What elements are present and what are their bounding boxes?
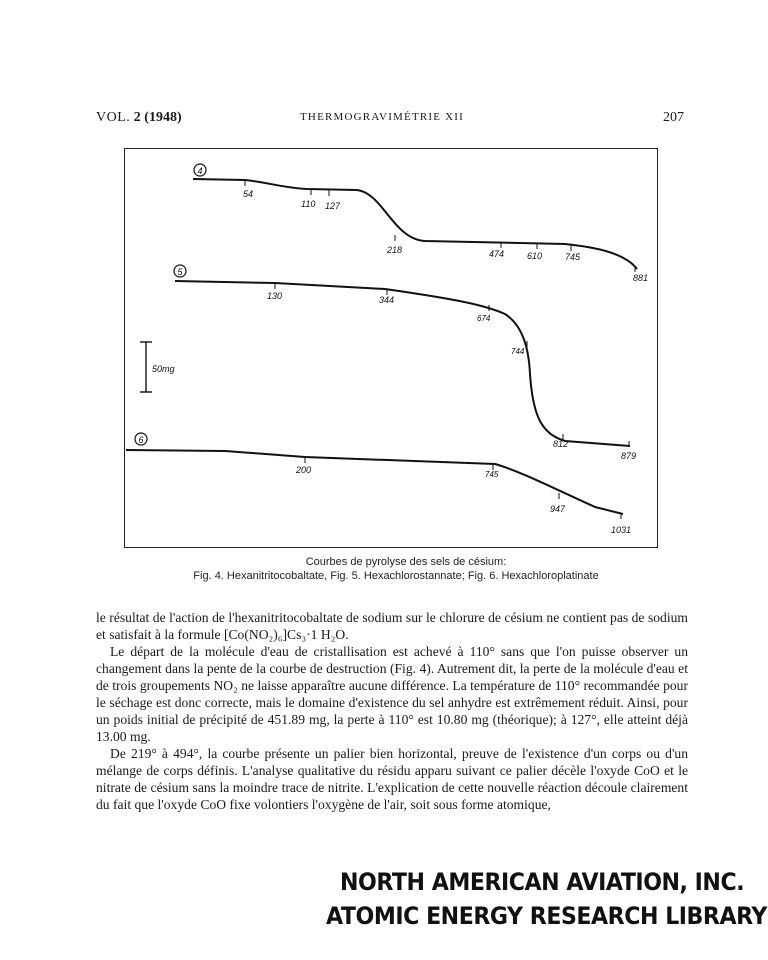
curve-5-marker: 879 [621,451,637,461]
volume-info [96,110,182,126]
scale-bar [140,342,152,392]
curve-4-marker: 881 [633,273,649,283]
curve-4-marker: 610 [527,251,543,261]
page-number: 207 [663,110,684,125]
curve-5-id: 5 [177,267,183,277]
curve-6-marker: 745 [485,470,499,479]
curve-6-marker: 1031 [611,525,632,535]
curve-5-marker: 130 [267,291,283,301]
curve-4-marker: 54 [243,189,254,199]
running-header [96,110,684,130]
library-stamp-line1: NORTH AMERICAN AVIATION, INC. [340,868,745,896]
curve-5-marker: 674 [477,314,491,323]
paragraph-1: le résultat de l'action de l'hexanitritocobaltate de sodium sur le chlorure de césium ne contient pas de sodium et satisfait à la formule [Co(NO₂)₆]Cs₃·1 H₂O. [96,610,688,642]
curve-6-id: 6 [138,435,144,445]
pyrolysis-figure [124,148,658,548]
curve-5-line [175,281,630,446]
volume-label: VOL. [96,110,131,125]
curve-4 [193,164,648,283]
paragraph-3: De 219° à 494°, la courbe présente un palier bien horizontal, preuve de l'existence d'un corps ou d'un mélange de corps définis. L'analyse qualitative du résidu apparu suivant ce palier décèle l'oxyde CoO et le nitrate de césium sans la moindre trace de nitrite. L'explication de cette nouvelle réaction découle clairement du fait que l'oxyde CoO fixe volontiers l'oxygène de l'air, soit sous forme atomique, [96,746,688,812]
curve-4-marker: 127 [325,201,341,211]
curve-5-marker: 744 [511,347,525,356]
library-stamp-line2: ATOMIC ENERGY RESEARCH LIBRARY [326,902,767,930]
curve-4-marker: 110 [301,199,316,209]
running-title: THERMOGRAVIMÉTRIE XII [300,111,465,123]
article-body [96,609,688,813]
curve-5-marker: 812 [553,439,569,449]
curve-5 [174,265,636,461]
caption-figures: Fig. 4. Hexanitritocobaltate, Fig. 5. Hexachlorostannate; Fig. 6. Hexachloroplatinate [193,570,599,582]
figure-caption [96,555,696,583]
curve-5-marker: 344 [379,295,395,305]
curve-6-line [126,450,623,514]
thermogravimetry-curves [125,149,656,546]
curve-6-marker: 200 [296,465,312,475]
paragraph-2: Le départ de la molécule d'eau de cristallisation est achevé à 110° sans que l'on puisse observer un changement dans la pente de la courbe de destruction (Fig. 4). Autrement dit, la perte de la molécule d'eau et de trois groupements NO₂ ne laisse apparaître aucune différence. La température de 110° recommandée pour le séchage est donc correcte, mais le domaine d'existence du sel anhydre est extrêmement réduit. Ainsi, pour un poids initial de précipité de 451.89 mg, la perte à 110° est 10.80 mg (théorique); à 127°, elle atteint déjà 13.00 mg. [96,644,688,744]
curve-4-id: 4 [197,166,203,176]
curve-6-marker: 947 [550,504,566,514]
caption-title: Courbes de pyrolyse des sels de césium: [305,556,507,568]
volume-number: 2 (1948) [133,110,182,125]
curve-4-marker: 474 [489,249,505,259]
scale-label: 50mg [152,364,175,374]
curve-4-marker: 218 [387,245,403,255]
curve-4-marker: 745 [565,252,581,262]
